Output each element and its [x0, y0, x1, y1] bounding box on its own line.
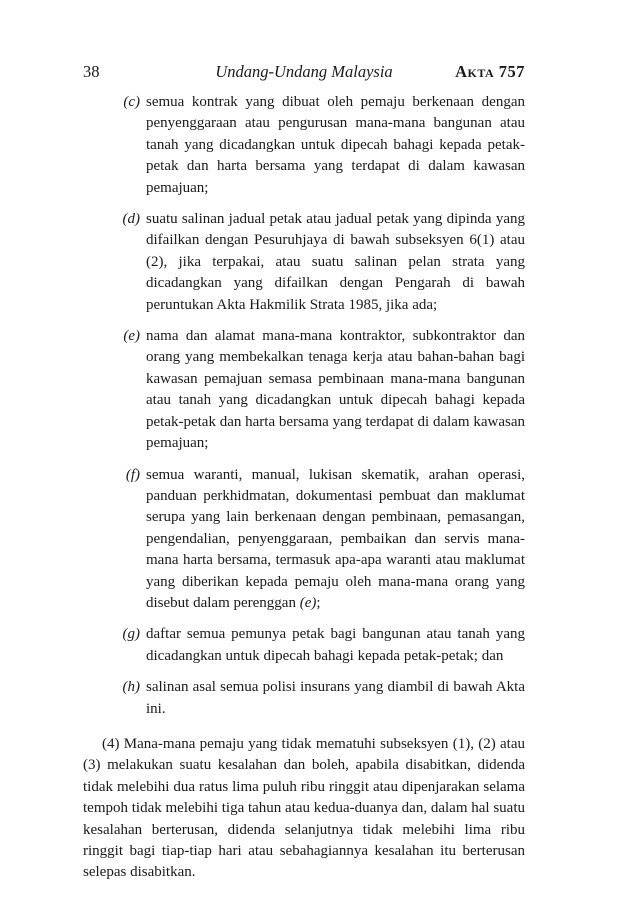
list-item-e — [83, 326, 525, 454]
item-text: nama dan alamat mana-mana kontraktor, subkontraktor dan orang yang membekalkan tenaga kerja atau bahan-bahan bagi kawasan pemajuan semasa pembinaan mana-mana bangunan atau tanah yang dicadangkan untuk dipecah bahagi kepada petak-petak dan harta bersama yang terdapat di dalam kawasan pemajuan; — [146, 328, 525, 452]
item-text: daftar semua pemunya petak bagi bangunan atau tanah yang dicadangkan untuk dipecah bahagi kepada petak-petak; dan — [146, 626, 525, 664]
item-text: semua kontrak yang dibuat oleh pemaju berkenaan dengan penyenggaraan atau pengurusan mana-mana bangunan atau tanah yang dicadangkan untuk dipecah bahagi kepada petak-petak dan harta bersama yang terdapat di dalam kawasan pemajuan; — [146, 94, 525, 196]
item-text: suatu salinan jadual petak atau jadual petak yang dipinda yang difailkan dengan Pesuruhjaya di bawah subseksyen 6(1) atau (2), jika terpakai, atau suatu salinan pelan strata yang dicadangkan yang difailkan dengan Pengarah di bawah peruntukan Akta Hakmilik Strata 1985, jika ada; — [146, 211, 525, 313]
page-number: 38 — [83, 62, 100, 81]
item-text — [146, 465, 525, 615]
act-label: Akta 757 — [455, 62, 525, 81]
list-item-g — [83, 624, 525, 667]
item-label: (h) — [122, 679, 140, 696]
item-text: salinan asal semua polisi insurans yang diambil di bawah Akta ini. — [146, 679, 525, 717]
running-title: Undang-Undang Malaysia — [215, 62, 393, 81]
item-text-end: ; — [316, 594, 321, 611]
list-item-h — [83, 677, 525, 720]
list-item-f — [83, 465, 525, 615]
item-label: (e) — [123, 328, 140, 345]
subsection-4-paragraph: (4) Mana-mana pemaju yang tidak mematuhi subseksyen (1), (2) atau (3) melakukan suatu kesalahan dan boleh, apabila disabitkan, didenda tidak melebihi dua ratus lima puluh ribu ringgit atau dipenjarakan selama tempoh tidak melebihi tiga tahun atau kedua-duanya dan, dalam hal suatu kesalahan berterusan, didenda selanjutnya tidak melebihi lima ribu ringgit bagi tiap-tiap hari atau sebahagiannya kesalahan itu berterusan selepas disabitkan. — [83, 735, 525, 881]
page-header — [83, 60, 525, 84]
paragraph-reference: (e) — [299, 594, 317, 611]
item-text-main: semua waranti, manual, lukisan skematik, arahan operasi, panduan perkhidmatan, dokumentasi pembuat dan maklumat serupa yang lain berkenaan dengan pembinaan, pemasangan, pengendalian, penyenggaraan, pembaikan dan servis mana-mana harta bersama, termasuk apa-apa waranti atau maklumat yang diberikan kepada pemaju oleh mana-mana orang yang disebut dalam perenggan — [146, 466, 525, 611]
item-label: (g) — [122, 626, 140, 643]
item-label: (f) — [125, 466, 140, 483]
item-label: (d) — [122, 211, 140, 228]
list-item-d — [83, 209, 525, 316]
item-label: (c) — [123, 94, 140, 110]
page-body — [83, 92, 525, 884]
list-item-c — [83, 92, 525, 199]
